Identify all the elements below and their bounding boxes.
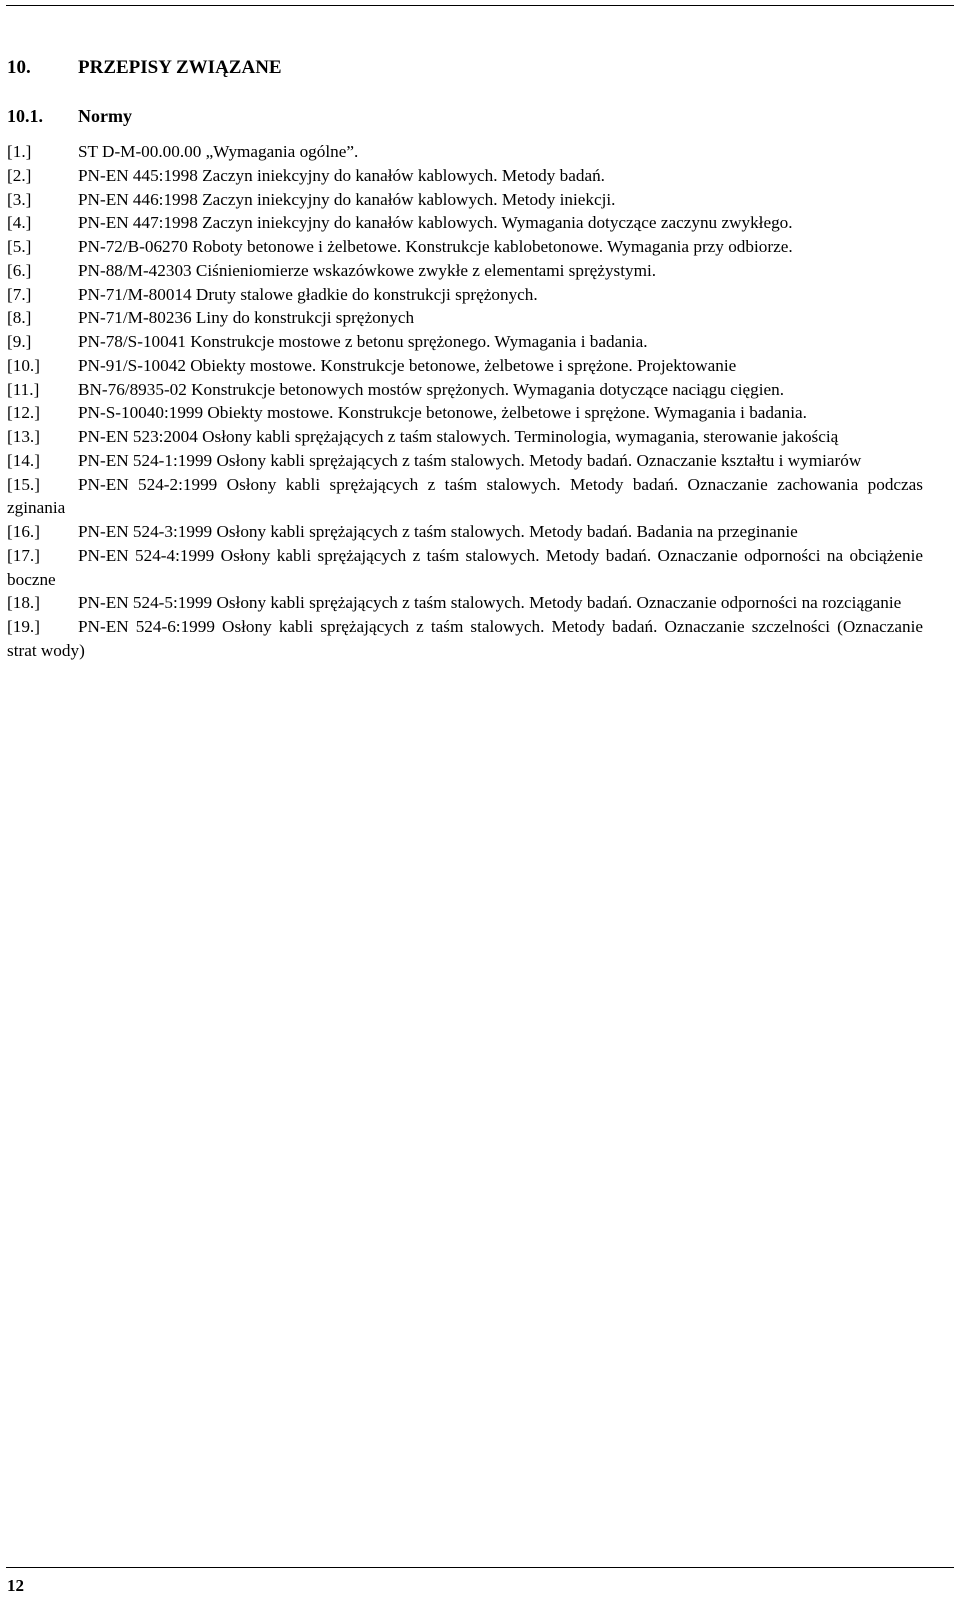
reference-number: [5.] <box>7 237 32 256</box>
reference-item <box>7 140 923 164</box>
subsection-title: Normy <box>78 106 132 126</box>
subsection-number: 10.1. <box>7 106 43 126</box>
reference-text: BN-76/8935-02 Konstrukcje betonowych mostów sprężonych. Wymagania dotyczące naciągu cięgien. <box>78 379 784 399</box>
reference-text: PN-EN 524-3:1999 Osłony kabli sprężających z taśm stalowych. Metody badań. Badania na przeginanie <box>78 522 798 541</box>
reference-text: PN-S-10040:1999 Obiekty mostowe. Konstrukcje betonowe, żelbetowe i sprężone. Wymagania i badania. <box>78 403 807 423</box>
reference-number: [3.] <box>7 189 32 209</box>
reference-item <box>7 306 923 330</box>
reference-item <box>7 211 923 235</box>
reference-number: [4.] <box>7 213 32 233</box>
reference-text: PN-EN 524-5:1999 Osłony kabli sprężających z taśm stalowych. Metody badań. Oznaczanie odporności na rozciąganie <box>78 593 902 613</box>
reference-item <box>7 354 923 378</box>
reference-number: [15.] <box>7 474 40 494</box>
reference-number: [8.] <box>7 308 32 328</box>
reference-number: [1.] <box>7 142 32 161</box>
reference-text: PN-EN 524-2:1999 Osłony kabli sprężających z taśm stalowych. Metody badań. Oznaczanie zachowania podczas zginania <box>7 474 923 518</box>
reference-item <box>7 544 923 592</box>
reference-text: PN-EN 524-1:1999 Osłony kabli sprężających z taśm stalowych. Metody badań. Oznaczanie kształtu i wymiarów <box>78 450 862 470</box>
section-heading <box>7 56 282 80</box>
reference-text: PN-EN 524-4:1999 Osłony kabli sprężających z taśm stalowych. Metody badań. Oznaczanie odporności na obciążenie boczne <box>7 545 923 589</box>
reference-text: PN-72/B-06270 Roboty betonowe i żelbetowe. Konstrukcje kablobetonowe. Wymagania przy odbiorze. <box>78 237 793 256</box>
reference-text: PN-71/M-80014 Druty stalowe gładkie do konstrukcji sprężonych. <box>78 284 538 304</box>
reference-item <box>7 283 923 307</box>
page-number: 12 <box>7 1576 24 1595</box>
reference-item <box>7 615 923 663</box>
reference-item <box>7 188 923 212</box>
reference-number: [17.] <box>7 545 40 565</box>
reference-number: [16.] <box>7 522 40 541</box>
reference-item <box>7 330 923 354</box>
reference-text: PN-EN 446:1998 Zaczyn iniekcyjny do kanałów kablowych. Metody iniekcji. <box>78 189 616 209</box>
reference-item <box>7 425 923 449</box>
reference-number: [14.] <box>7 450 40 470</box>
reference-number: [6.] <box>7 260 32 280</box>
reference-item <box>7 401 923 425</box>
reference-number: [11.] <box>7 379 40 399</box>
reference-text: PN-EN 523:2004 Osłony kabli sprężających z taśm stalowych. Terminologia, wymagania, sterowanie jakością <box>78 427 839 446</box>
references-list <box>7 140 923 663</box>
reference-number: [19.] <box>7 617 40 636</box>
reference-text: PN-91/S-10042 Obiekty mostowe. Konstrukcje betonowe, żelbetowe i sprężone. Projektowanie <box>78 355 737 375</box>
reference-item <box>7 235 923 259</box>
reference-item <box>7 449 923 473</box>
section-number: 10. <box>7 57 31 78</box>
reference-number: [9.] <box>7 332 32 351</box>
reference-item <box>7 164 923 188</box>
reference-text: ST D-M-00.00.00 „Wymagania ogólne”. <box>78 142 359 161</box>
reference-number: [2.] <box>7 165 32 185</box>
reference-text: PN-EN 447:1998 Zaczyn iniekcyjny do kanałów kablowych. Wymagania dotyczące zaczynu zwykłego. <box>78 213 793 233</box>
reference-item <box>7 473 923 521</box>
footer-rule <box>6 1567 954 1568</box>
reference-text: PN-71/M-80236 Liny do konstrukcji sprężonych <box>78 308 415 328</box>
reference-number: [13.] <box>7 427 40 446</box>
section-title: PRZEPISY ZWIĄZANE <box>78 57 282 78</box>
reference-item <box>7 520 923 544</box>
reference-text: PN-88/M-42303 Ciśnieniomierze wskazówkowe zwykłe z elementami sprężystymi. <box>78 260 657 280</box>
reference-number: [18.] <box>7 593 40 613</box>
subsection-heading <box>7 104 132 128</box>
reference-item <box>7 259 923 283</box>
header-rule <box>6 5 954 6</box>
reference-number: [12.] <box>7 403 40 423</box>
reference-number: [10.] <box>7 355 40 375</box>
reference-text: PN-EN 524-6:1999 Osłony kabli sprężających z taśm stalowych. Metody badań. Oznaczanie szczelności (Oznaczanie strat wody) <box>7 617 923 660</box>
reference-number: [7.] <box>7 284 32 304</box>
reference-text: PN-78/S-10041 Konstrukcje mostowe z betonu sprężonego. Wymagania i badania. <box>78 332 648 351</box>
reference-item <box>7 591 923 615</box>
reference-item <box>7 378 923 402</box>
reference-text: PN-EN 445:1998 Zaczyn iniekcyjny do kanałów kablowych. Metody badań. <box>78 165 605 185</box>
